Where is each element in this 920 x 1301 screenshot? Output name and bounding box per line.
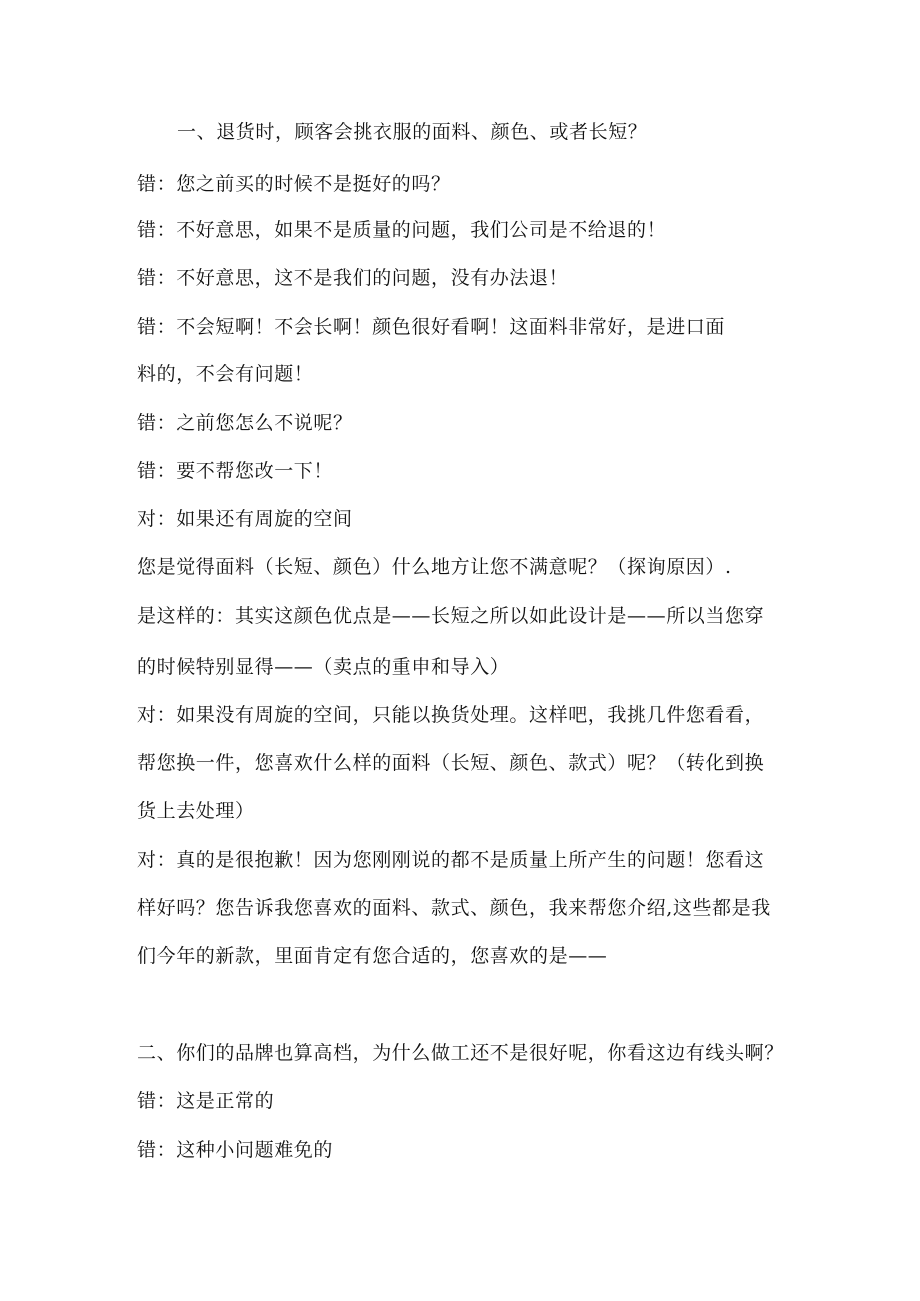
paragraph-line: 错：您之前买的时候不是挺好的吗？: [137, 173, 451, 195]
paragraph-line: 对：如果还有周旋的空间: [137, 508, 353, 530]
paragraph-line: 错：要不帮您改一下！: [137, 460, 334, 482]
paragraph-line: 料的，不会有问题！: [137, 363, 314, 385]
paragraph-line: 对：真的是很抱歉！因为您刚刚说的都不是质量上所产生的问题！您看这: [137, 849, 765, 871]
section-heading-1: 一、退货时，顾客会挑衣服的面料、颜色、或者长短？: [177, 121, 648, 143]
paragraph-line: 错：不好意思，如果不是质量的问题，我们公司是不给退的！: [137, 219, 667, 241]
paragraph-line: 错：这种小问题难免的: [137, 1139, 334, 1161]
paragraph-line: 错：这是正常的: [137, 1090, 275, 1112]
paragraph-line: 错：之前您怎么不说呢？: [137, 412, 353, 434]
section-heading-2: 二、你们的品牌也算高档，为什么做工还不是很好呢，你看这边有线头啊？: [137, 1042, 784, 1064]
paragraph-line: 错：不会短啊！不会长啊！颜色很好看啊！这面料非常好，是进口面: [137, 316, 726, 338]
paragraph-line: 们今年的新款，里面肯定有您合适的，您喜欢的是——: [137, 945, 608, 967]
paragraph-line: 是这样的：其实这颜色优点是——长短之所以如此设计是——所以当您穿: [137, 605, 765, 627]
paragraph-line: 您是觉得面料（长短、颜色）什么地方让您不满意呢？（探询原因）.: [137, 556, 732, 578]
paragraph-line: 帮您换一件，您喜欢什么样的面料（长短、颜色、款式）呢？（转化到换: [137, 752, 765, 774]
paragraph-line: 样好吗？您告诉我您喜欢的面料、款式、颜色，我来帮您介绍,这些都是我: [137, 897, 771, 919]
paragraph-line: 货上去处理）: [137, 800, 255, 822]
paragraph-line: 对：如果没有周旋的空间，只能以换货处理。这样吧，我挑几件您看看，: [137, 704, 765, 726]
paragraph-line: 的时候特别显得——（卖点的重申和导入）: [137, 656, 510, 678]
paragraph-line: 错：不好意思，这不是我们的问题，没有办法退！: [137, 267, 569, 289]
